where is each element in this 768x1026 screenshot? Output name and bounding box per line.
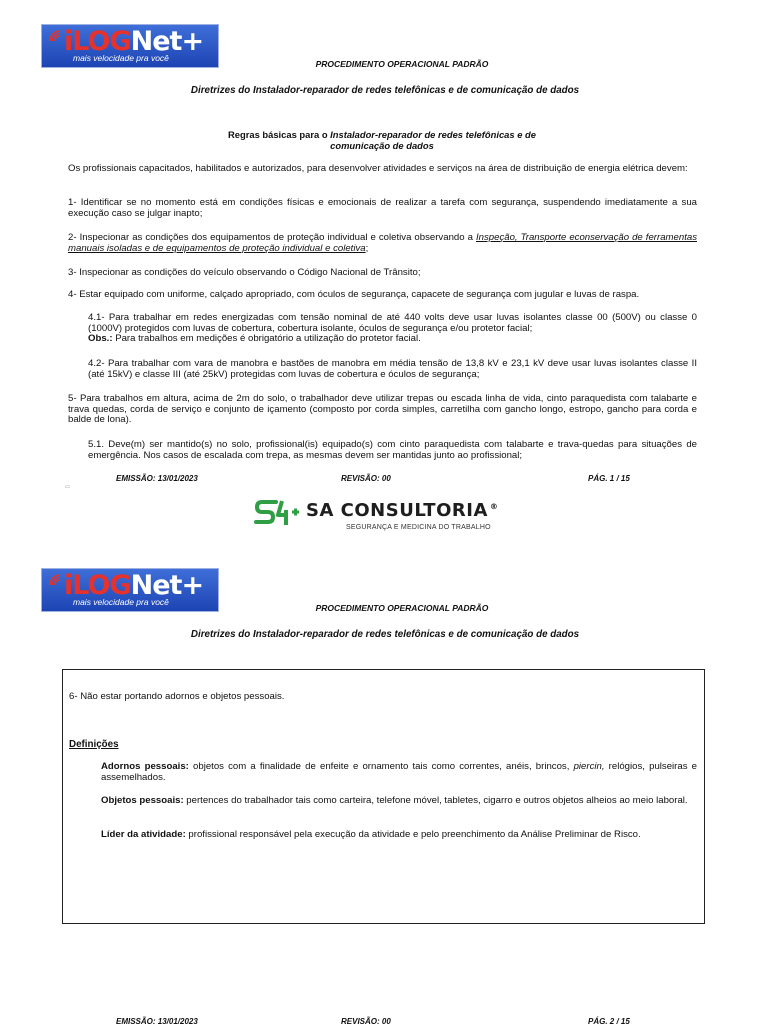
rule-item-2 — [68, 233, 697, 254]
rule-item-4-2: 4.2- Para trabalhar com vara de manobra e bastões de manobra em média tensão de 13,8 kV e 23,1 kV deve usar luvas isolantes classe II (até 15kV) e classe III (até 25kV) protegidas com luvas de cobertura e óculos de segurança; — [88, 358, 697, 380]
footer-emissao: EMISSÃO: 13/01/2023 — [116, 1017, 198, 1026]
footer-emissao: EMISSÃO: 13/01/2023 — [116, 474, 198, 483]
logo-wordmark-white: Net+ — [130, 26, 204, 57]
definition-adornos-text-b: relógios, pulseiras e assemelhados. — [101, 761, 698, 783]
rule-item-3: 3- Inspecionar as condições do veículo observando o Código Nacional de Trânsito; — [68, 267, 421, 278]
rule-item-5: 5- Para trabalhos em altura, acima de 2m do solo, o trabalhador deve utilizar trepas ou escada linha de vida, cinto paraquedista com talabarte e trava quedas, corda de serviço e conjunto de içamento (composto por corda simples, carretilha com gancho longo, estropo, gancho para corda e balde de lona). — [68, 393, 697, 426]
rule-item-4-1 — [88, 313, 697, 345]
rule-item-4: 4- Estar equipado com uniforme, calçado apropriado, com óculos de segurança, capacete de segurança com jugular e luvas de raspa. — [68, 289, 640, 300]
logo-tagline: mais velocidade pra você — [73, 597, 169, 607]
document-page-2 — [0, 545, 768, 1024]
wifi-signal-icon — [48, 573, 62, 587]
sa-consultoria-logo — [254, 498, 524, 534]
rule-item-2-suffix: ; — [365, 242, 369, 254]
intro-paragraph: Os profissionais capacitados, habilitados e autorizados, para desenvolver atividades e serviços na área de distribuição de energia elétrica devem: — [68, 163, 688, 174]
definition-objetos-text: pertences do trabalhador tais como carteira, telefone móvel, tabletes, cigarro e outros objetos alheios ao meio laboral. — [183, 795, 688, 806]
footer-pagina: PÁG. 1 / 15 — [588, 474, 630, 483]
footer-revisao: REVISÃO: 00 — [341, 1017, 391, 1026]
section-title-italic: Instalador-reparador de redes telefônicas e de comunicação de dados — [330, 129, 536, 151]
s4-plus-logo-icon — [254, 498, 300, 528]
definition-adornos — [101, 762, 697, 783]
definition-lider — [101, 830, 697, 841]
definitions-heading: Definições — [69, 739, 119, 750]
definition-adornos-label: Adornos pessoais: — [101, 761, 189, 772]
definition-objetos — [101, 796, 697, 807]
footer-pagina: PÁG. 2 / 15 — [588, 1017, 630, 1026]
pop-title: PROCEDIMENTO OPERACIONAL PADRÃO — [315, 603, 489, 613]
embedded-object-marker: ▭ — [65, 484, 70, 490]
doc-title: Diretrizes do Instalador-reparador de redes telefônicas e de comunicação de dados — [190, 85, 580, 96]
sa-consultoria-name — [306, 500, 498, 521]
definition-adornos-text-a: objetos com a finalidade de enfeite e ornamento tais como correntes, anéis, brincos, — [188, 761, 574, 772]
rule-item-5-1: 5.1. Deve(m) ser mantido(s) no solo, profissional(is) equipado(s) com cinto paraquedista com talabarte e trava-quedas para situações de emergência. Nos casos de escalada com trepa, as mesmas devem ser mantidas junto ao profissional; — [88, 439, 697, 461]
logo-tagline: mais velocidade pra você — [73, 53, 169, 63]
definition-adornos-italic: piercin, — [573, 761, 605, 772]
logo-wordmark-white: Net+ — [130, 570, 204, 601]
footer-revisao: REVISÃO: 00 — [341, 474, 391, 483]
rule-item-2-link[interactable]: Inspeção, Transporte econservação de ferramentas manuais isoladas e de equipamentos de proteção individual e coletiva — [68, 232, 697, 254]
doc-title: Diretrizes do Instalador-reparador de redes telefônicas e de comunicação de dados — [190, 629, 580, 640]
definitions-box — [62, 669, 705, 924]
rule-item-4-1-text: 4.1- Para trabalhar em redes energizadas com tensão nominal de até 440 volts deve usar luvas isolantes classe 00 (500V) ou classe 0 (1000V) protegidos com luvas de cobertura, cobertura isolante, óculos de segurança e/ou protetor facial; — [88, 312, 697, 334]
rule-item-2-text: 2- Inspecionar as condições dos equipamentos de proteção individual e coletiva observando a — [68, 232, 476, 243]
obs-label: Obs.: — [88, 333, 113, 345]
wifi-signal-icon — [48, 29, 62, 43]
logo-wordmark-red: iLOG — [64, 570, 131, 601]
definition-lider-label: Líder da atividade: — [101, 829, 186, 840]
rule-item-6: 6- Não estar portando adornos e objetos pessoais. — [69, 691, 285, 702]
registered-mark: ® — [489, 502, 499, 511]
definition-objetos-label: Objetos pessoais: — [101, 795, 184, 806]
sa-name-text: SA CONSULTORIA — [306, 500, 488, 521]
obs-text: Para trabalhos em medições é obrigatório a utilização do protetor facial. — [112, 333, 421, 345]
section-title — [200, 129, 564, 151]
definition-lider-text: profissional responsável pela execução da atividade e pelo preenchimento da Análise Preliminar de Risco. — [185, 829, 641, 840]
pop-title: PROCEDIMENTO OPERACIONAL PADRÃO — [315, 59, 489, 69]
sa-consultoria-subtitle: SEGURANÇA E MEDICINA DO TRABALHO — [346, 524, 491, 531]
rule-item-1: 1- Identificar se no momento está em condições físicas e emocionais de realizar a tarefa com segurança, suspendendo imediatamente a sua execução caso se julgar inapto; — [68, 197, 697, 219]
logo-wordmark-red: iLOG — [64, 26, 131, 57]
section-title-prefix: Regras básicas para o — [228, 129, 331, 140]
